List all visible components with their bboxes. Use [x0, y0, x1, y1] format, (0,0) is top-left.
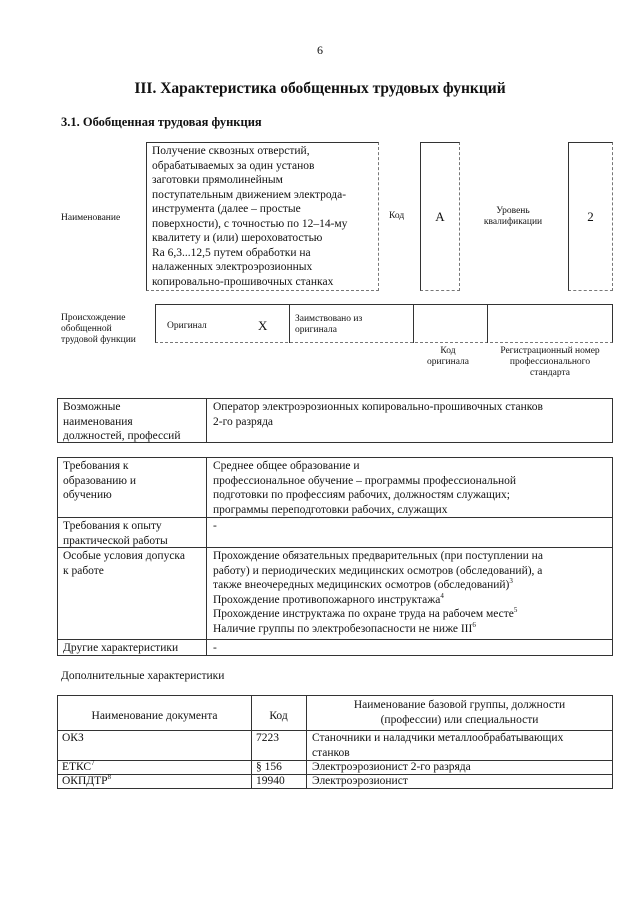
additional-title: Дополнительные характеристики — [61, 670, 225, 682]
education-value: Среднее общее образование и профессиональное обучение – программы профессиональной подготовки по профессиям рабочих, должностям служащих; программы переподготовки рабочих, служащих — [213, 460, 517, 516]
footnote-ref: 3 — [509, 577, 513, 586]
footnote-ref: 5 — [513, 606, 518, 615]
function-name-line: заготовки прямолинейным — [152, 174, 283, 186]
other-label: Другие характеристики — [63, 642, 179, 654]
function-name-line: поверхности), с точностью по 12–14-му — [152, 217, 348, 230]
function-name-line: квалитету и (или) шероховатостью — [152, 232, 323, 244]
original-mark: Х — [258, 318, 268, 333]
requirements-table — [57, 457, 613, 656]
experience-label: Требования к опыту практической работы — [63, 520, 168, 547]
level-box — [568, 142, 613, 291]
table-row-doc: ЕТКС$^7$ — [62, 759, 95, 773]
education-label: Требования к образованию и обучению — [63, 460, 136, 501]
table-row-doc: ОКЗ — [62, 732, 84, 744]
level-value: 2 — [587, 209, 594, 224]
subsection-title: 3.1. Обобщенная трудовая функция — [61, 115, 262, 129]
level-label: Уровень квалификации — [483, 206, 543, 227]
table-row-name: Электроэрозионист — [312, 775, 408, 787]
original-code-label: Код оригинала — [427, 346, 469, 367]
table-row-code: § 156 — [256, 761, 282, 773]
page-number: 6 — [317, 43, 323, 57]
name-label: Наименование — [61, 213, 121, 223]
conditions-value: Прохождение обязательных предварительных (при поступлении на работу) и периодических медицинских осмотров (обследований), а также внеочередных медицинских осмотров (обследований)$^3$ Прохождение противопожарного инструктажа$^4$ Прохождение инструктажа по охране труда на рабочем месте$^5$ Наличие группы по электробезопасности не ниже III$^6$ — [213, 550, 543, 635]
code-label: Код — [389, 211, 405, 221]
experience-value: - — [213, 520, 217, 532]
header-code: Код — [269, 710, 288, 722]
origin-label: Происхождение обобщенной трудовой функции — [61, 313, 136, 345]
function-name-line: поступательным движением электрода- — [152, 188, 347, 201]
header-doc-name: Наименование документа — [91, 710, 218, 722]
positions-table — [57, 398, 613, 443]
footnote-ref: 6 — [472, 620, 476, 629]
function-name-line: обрабатываемых за один установ — [152, 159, 315, 172]
function-name-line: Ra 6,3...12,5 путем обработки на — [152, 246, 311, 259]
section-title: III. Характеристика обобщенных трудовых функций — [134, 80, 506, 97]
function-name-line: инструмента (далее – простые — [152, 203, 301, 215]
header-base-group: Наименование базовой группы, должности (профессии) или специальности — [353, 699, 566, 726]
table-row-code: 7223 — [256, 732, 279, 744]
table-row-code: 19940 — [256, 775, 285, 787]
function-name-line: налаженных электроэрозионных — [152, 261, 313, 273]
table-row-name: Станочники и наладчики металлообрабатывающих станков — [312, 732, 564, 759]
code-value: А — [435, 209, 445, 224]
function-name-line: Получение сквозных отверстий, — [152, 145, 310, 157]
positions-value: Оператор электроэрозионных копировально-прошивочных станков 2-го разряда — [213, 401, 543, 428]
additional-table — [57, 695, 613, 789]
table-row-doc: ОКПДТР$^8$ — [62, 773, 112, 787]
function-name-line: копировально-прошивочных станках — [152, 275, 334, 288]
table-row-name: Электроэрозионист 2-го разряда — [312, 761, 471, 773]
other-value: - — [213, 642, 217, 654]
function-name-box — [146, 142, 379, 291]
code-box — [420, 142, 460, 291]
origin-table — [155, 304, 613, 343]
positions-label: Возможные наименования должностей, профессий — [63, 401, 181, 442]
conditions-label: Особые условия допуска к работе — [63, 550, 185, 577]
borrowed-label: Заимствовано из оригинала — [295, 314, 363, 335]
reg-number-label: Регистрационный номер профессионального стандарта — [500, 346, 600, 378]
original-label: Оригинал — [167, 321, 207, 331]
footnote-ref: 4 — [440, 591, 444, 600]
